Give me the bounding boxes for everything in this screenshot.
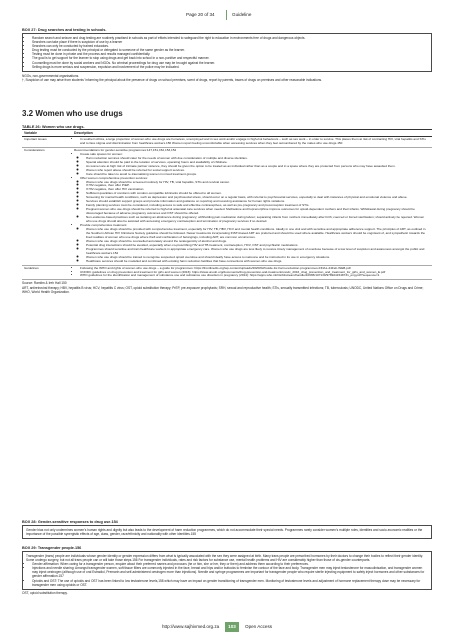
box28-text: Gender bias not only undermines women's human rights and dignity but also leads to the development of harm reduction programmes, which do not accommodate their special needs. Programmes rarely consider women's multiple roles, identities and socio-economic realities or the importance of the possible synergistic effects of age, class, gender, race/ethnicity and nationality with other identities.155 [26,528,423,537]
page-number-label: Page 20 of 34 [186,12,215,17]
box27-item: • Searches can only be conducted by trained educators. [32,44,428,48]
page-number-badge: 103 [225,622,239,632]
description-subitem: ◦ Sufficient quantities of condoms with condom-compatible lubricants should be offered to all women. [86,192,430,196]
box29-footnote: OST, opioid substitution therapy. [22,590,68,595]
section-title: 3.2 Women who use drugs [22,109,123,118]
description-subitem: ◦ Programmes should sensitise and train healthcare workers in appropriate emergency care. Women who use drugs are less likely to receive timely management of overdose because of a low level of suspicion and awareness amongst the public and healthcare workers.154 [86,248,430,256]
box28-title: BOX 28: Gender-sensitive responses to drug use.154 [22,520,118,524]
variable-cell: Guidelines [22,265,72,280]
journal-url-link[interactable]: http://www.sajhivmed.org.za [162,624,220,629]
box29-text: Transgender (trans) people are individuals whose gender identity or gender expression differs from what is typically associated with the sex they were assigned at birth. Many trans people are prescribed hormones by their doctors to change their bodies to reflect their gender identity. Some undergo surgery, but not all trans people can or will take those steps.156 For transgender individuals, rates and risk factors for substance use, mental health problems and HIV are considerably higher than those of cis-gender counterparts. [26,554,423,563]
box28 [22,520,432,539]
description-subitem: ◦ Healthcare services should be modelled and combined with existing harm reduction facilities that have connections with women who use drugs. [86,260,430,264]
column-header-description: Description [72,130,432,137]
box29 [22,546,432,595]
box27-title: BOX 27: Drug searches and testing in schools. [22,28,107,32]
description-cell [72,265,432,280]
table26 [22,129,432,280]
header-divider [226,10,227,20]
table26-source: Source: Ramlim & Ireh Hall 150 [22,281,67,286]
page-footer [0,622,453,634]
box27-item: • The goal is to get support for the learner to stop using drugs and get back into school in a non-punitive and respectful manner. [32,56,428,60]
description-subitem: ◦ Services should establish support groups and provide information and guidance on reporting and receiving assistance for human rights violations. [86,200,430,204]
description-subitem: ◦ Women who report abuse should be referred for social support services. [86,169,430,173]
description-subitem: ◦ Women who use drugs should be provided with comprehensive treatment, especially for HIV, TB, HBV, HCV and mental health conditions. Ideally in one visit and with sensitive and appropriate adherence support. The principles of ART, as outlined in the Southern African HIV Clinicians Society guideline should be followed. Newer treatments incorporating INSTI-based ART are preferred and should be used where available. Healthcare workers should be cognisant of, and sympathetic towards the lived realities of women who use drugs where theft and confiscation of belongings, including ART, are common occurrences. [86,228,430,240]
description-subitem: ◦ Women who use drugs should be screened routinely for HIV, TB, viral hepatitis, STIs and cervical cancer. [86,181,430,185]
table26-caption: TABLE 26: Women who use drugs. [22,125,85,129]
table26-abbrev: ART, antiretroviral therapy; HBV, hepatitis B virus; HCV, hepatitis C virus; OST, opioid substitution therapy; PrEP, pre-exposure prophylaxis; SRH, sexual and reproductive health; STIs, sexually transmitted infections; TB, tuberculosis; UNODC, United Nations Office on Drugs and Crime; WHO, World Health Organization. [22,285,424,294]
table-row [22,137,432,148]
table-header-row [22,130,432,137]
table-row [22,265,432,280]
box27-item: • Random search and seizure and drug testing are routinely practised in schools as part of efforts intended to safeguard the right to education in environments free of drugs and dangerous objects. [32,36,428,40]
box27-abbrev: NGOs, non-governmental organisations. [22,73,80,78]
description-item: • In southern Africa, a large proportion of women who use drugs are homeless, unemployed and in sex work and/or engage in high-risk behaviours – such as sex work – in order to survive. This places them at risk of contracting HIV, viral hepatitis and STIs and to face stigma and discrimination from healthcare workers.150 Women report feeling uncomfortable when accessing services when they feel outnumbered by the males who use drugs.150 [80,138,430,146]
description-item: • Following the WHO and rights of women who use drugs – a guide for programmes: https://frontlinedis.org/wp-content/uploads/2020/02/Guide-for-harm-reduction-programmes-FINAL-24Feb-WEB.pdf. [80,267,430,271]
description-subitem: ◦ If HIV-negative, then offer HIV vaccination. [86,188,430,192]
description-subitem: ◦ Pregnant women who use drugs should be referred to high-risk antenatal care services when needed. Methadone and buprenorphine improve outcomes for opioid-dependent mothers and their infants. Withdrawal during pregnancy should be discouraged because of adverse pregnancy outcomes and OST should be offered. [86,208,430,216]
column-header-variable: Variable [22,130,72,137]
description-item: • WHO guidelines for the identification and management of substance use and substance use disorders in pregnancy (2014): https://apps.who.int/iris/bitstream/handle/10665/107130/9789241548731_eng.pdf?sequence=1 [80,274,430,278]
description-subitem: ◦ Women who use drugs should be counselled accurately around the teratogenicity of alcohol and drugs. [86,240,430,244]
box27-item: • Testing must be done in private and the process and results managed confidentially. [32,52,428,56]
description-item: • Create safe spaces for women: [80,153,430,157]
table-row [22,147,432,265]
box27-item: • Selling drugs is more serious and suspension, expulsion and involvement of the police may be indicated. [32,65,428,69]
box29-item: • Opioids and OST: The use of opioids and OST has been linked to low testosterone levels,158 which may have an impact on gender transitioning of transgender men. Monitoring of testosterone levels and adjustment of hormone replacement therapy dose may be necessary for transgender men using opioids or OST. [32,579,428,587]
table26-body [22,137,432,280]
description-intro: Recommendations for gender-sensitive programmes:147,151,152,153,154 [74,147,177,152]
table26-block [22,125,432,294]
box27-item: • Counselling must be done by social workers and NGOs. No criminal proceedings for drug use may be brought against the learner. [32,61,428,65]
variable-cell: Important issues [22,137,72,148]
box29-frame [22,551,432,590]
description-item: • UNODC guidelines on drug prevention and treatment for girls and women (2016): https://www.unodc.org/documents/drug-prevention-and-treatment/unodc_2016_drug_prevention_and_treatment_for_girls_and_women_E.pdf [80,271,430,275]
box29-title: BOX 29: Transgender people.156 [22,546,82,550]
description-subitem: ◦ Women who use drugs should be trained to recognise suspected opioid overdose and should ideally have access to naloxone and be instructed in its use in emergency situations. [86,256,430,260]
description-list [74,138,430,146]
box27 [22,28,432,82]
box27-item: • Drug testing must be conducted by the principal or delegated to someone of the same gender as the learner. [32,48,428,52]
description-item: • Offer women comprehensive prevention services: [80,177,430,181]
description-list [74,267,430,279]
description-subitem: ◦ Potential drug interactions should be avoided, especially when co-prescribing HIV and TB treatment, contraception, HCV, OST and psychiatric medications. [86,244,430,248]
description-subitem: ◦ Non-evidence-based practices such as isolating an abstinence during pregnancy; withholding pain medication during labour; separating infants from mothers immediately after birth; coerced or forced sterilisation; should actively be rejected. Women who use drugs should also be assisted with accessing emergency contraception and termination of pregnancy services if so desired. [86,216,430,224]
box27-list [26,36,428,69]
variable-cell: Considerations [22,147,72,265]
description-subitem: ◦ If HIV-negative, then offer PrEP. [86,184,430,188]
description-subitem: ◦ Family planning services must be considered, including access to safe and effective contraceptives, as well as pre-pregnancy and preconception treatment of STIs. [86,204,430,208]
page-header [0,10,453,22]
box27-frame [22,33,432,72]
box29-list [26,562,428,587]
description-subitem: ◦ As women are at high risk of intimate partner violence, they should be given the option to be treated as an individual rather than as a couple and in a space where they are protected from persons who may have assaulted them. [86,165,430,169]
journal-section-label: Guideline [232,12,252,17]
open-access-label: Open Access [245,624,273,629]
box27-source: †, Suspicion of use may arise from students' informing the principal about the presence of drugs on school premises, scent of drugs, report by parents, traces of drugs on premises and other reasonable indications. [22,77,323,82]
description-subitem: ◦ Special attention should be paid to the location of services, operating hours and availability of childcare. [86,161,430,165]
box27-item: • Searches can take place if there is suspicion of use by a learner [32,40,428,44]
box28-frame [22,525,432,539]
description-item: • Provide comprehensive treatment: [80,224,430,228]
description-list [74,153,430,264]
description-subitem: ◦ Care should be taken to avoid re-traumatising women in mixed treatment groups. [86,173,430,177]
description-cell [72,137,432,148]
box29-item: • Injections and needle sharing: Amongst transgender women, soft tissue fillers are commonly injected in the face, breast and hips and/or buttocks to feminise the contour of the face and body. Transgender men may inject testosterone for masculinisation, and transgender women may inject oestrogen (although use of oral Estradiol, Premarin and self-administered oestrogen more than injections). Needle and syringe programmes are important for transgender people who require sterile injecting equipment to safely inject hormones and other substances for gender affirmation.157 [32,566,428,578]
box29-item: • Gender affirmation: When caring for a transgender person, enquire about their preferred names and pronouns (he or him, she or her, they or them) and address them according to their preferences. [32,562,428,566]
description-subitem: ◦ Screening for mental health conditions, such as depression and psychosocial stress, should occur on a regular basis, with referral to psychosocial services, especially to deal with instances of physical and emotional violence and abuse. [86,196,430,200]
description-subitem: ◦ Harm reduction services should cater for the needs of women with due consideration of multiple and diverse identities. [86,157,430,161]
description-cell [72,147,432,265]
section-heading-block [22,109,432,118]
